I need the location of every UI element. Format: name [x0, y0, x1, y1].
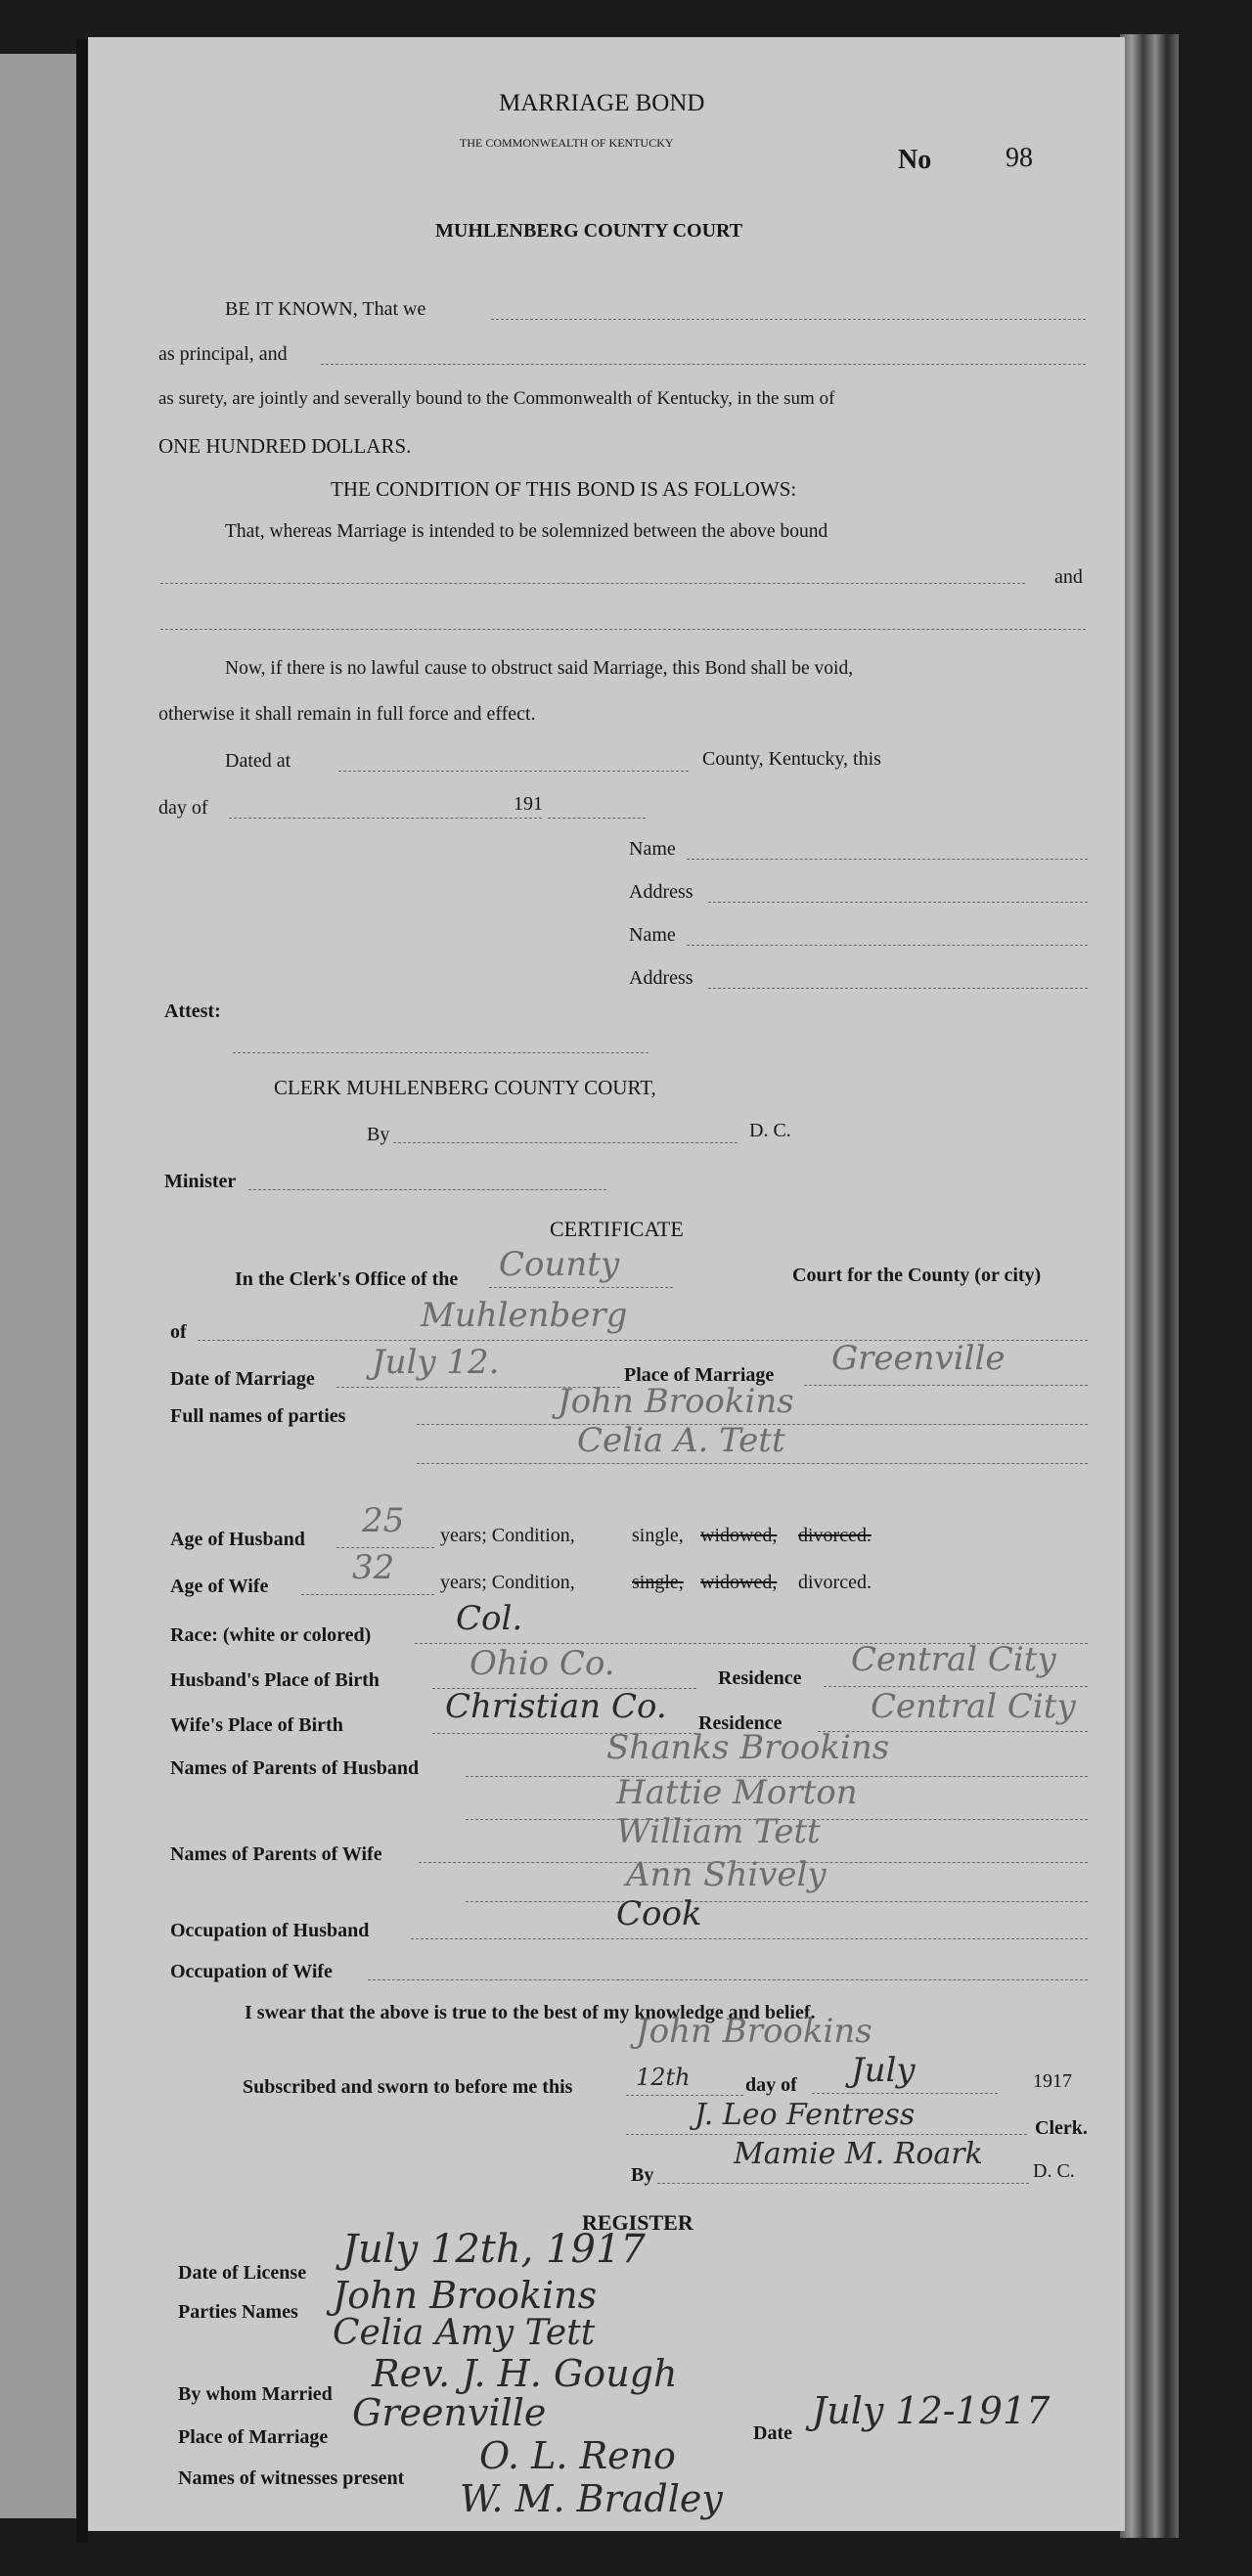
dated-at-line: [338, 771, 689, 772]
hw-father-wife: William Tett: [616, 1812, 821, 1851]
name-label-1: Name: [629, 838, 676, 860]
parties-names-label: Parties Names: [178, 2301, 298, 2323]
place-of-marriage-line: [804, 1385, 1088, 1386]
hw-father-husband: Shanks Brookins: [606, 1728, 890, 1767]
swear-text: I swear that the above is true to the best of my knowledge and belief.: [245, 2002, 816, 2023]
parents-husband-label: Names of Parents of Husband: [170, 1757, 420, 1779]
full-names-label: Full names of parties: [170, 1405, 346, 1427]
hw-deputy-name: Mamie M. Roark: [734, 2137, 983, 2171]
mother-wife-line: [466, 1901, 1088, 1902]
clerk-line: [626, 2134, 1027, 2135]
hw-clerk-name: J. Leo Fentress: [694, 2098, 916, 2132]
whereas-text: That, whereas Marriage is intended to be solemnized between the above bound: [225, 521, 828, 542]
dated-at-label: Dated at: [225, 750, 291, 772]
hw-license-date: July 12th, 1917: [342, 2227, 646, 2272]
and-text: and: [1054, 566, 1083, 588]
hw-reg-place: Greenville: [352, 2391, 547, 2434]
years-condition-h: years; Condition,: [440, 1525, 575, 1546]
day-of-label-cert: day of: [745, 2074, 797, 2096]
hw-muhlenberg: Muhlenberg: [421, 1296, 628, 1335]
date-of-marriage-label: Date of Marriage: [170, 1368, 315, 1390]
left-page-edge: [0, 54, 76, 2518]
parents-wife-label: Names of Parents of Wife: [170, 1843, 382, 1865]
age-wife-label: Age of Wife: [170, 1576, 269, 1597]
form-subtitle: THE COMMONWEALTH OF KENTUCKY: [460, 136, 674, 150]
certificate-heading: CERTIFICATE: [550, 1217, 684, 1241]
race-label: Race: (white or colored): [170, 1624, 372, 1646]
occupation-husband-label: Occupation of Husband: [170, 1920, 370, 1941]
place-of-marriage-label: Place of Marriage: [624, 1364, 775, 1386]
hw-race: Col.: [456, 1599, 523, 1638]
single-w: single,: [632, 1572, 684, 1593]
years-condition-w: years; Condition,: [440, 1572, 575, 1593]
minister-line: [248, 1189, 606, 1190]
hw-reg-date: July 12-1917: [812, 2389, 1051, 2432]
hw-witness2: W. M. Bradley: [460, 2477, 723, 2520]
now-if-text: Now, if there is no lawful cause to obstruct said Marriage, this Bond shall be void,: [225, 658, 854, 679]
place-label-reg: Place of Marriage: [178, 2426, 329, 2448]
hw-reg-party1: John Brookins: [333, 2274, 598, 2317]
register-heading: REGISTER: [582, 2210, 693, 2235]
hw-witness1: O. L. Reno: [479, 2434, 676, 2477]
sworn-day-line: [626, 2095, 743, 2096]
surety-line: [321, 364, 1086, 365]
address-line-1: [708, 902, 1088, 903]
court-for-county-text: Court for the County (or city): [792, 1265, 1042, 1286]
license-date-label: Date of License: [178, 2262, 307, 2284]
hw-date-marriage: July 12.: [372, 1343, 500, 1382]
party2-line: [417, 1463, 1088, 1464]
widowed-w: widowed,: [700, 1572, 778, 1593]
address-label-2: Address: [629, 967, 693, 989]
day-of-line: [229, 818, 542, 819]
address-line-2: [708, 988, 1088, 989]
dc-label: D. C.: [749, 1120, 791, 1141]
hw-party2: Celia A. Tett: [577, 1421, 785, 1460]
hw-place-marriage: Greenville: [831, 1339, 1006, 1378]
hw-sworn-day: 12th: [636, 2064, 691, 2091]
occupation-wife-label: Occupation of Wife: [170, 1961, 333, 1982]
by-line: [393, 1142, 738, 1143]
hw-sworn-month: July: [851, 2051, 916, 2090]
occupation-husband-line: [411, 1938, 1088, 1939]
divorced-w: divorced.: [798, 1572, 872, 1593]
single-h: single,: [632, 1525, 684, 1546]
name-line-1: [687, 859, 1088, 860]
marriage-bond-page: [88, 37, 1125, 2531]
day-of-label: day of: [158, 797, 208, 819]
number-label: No: [898, 145, 932, 175]
hw-wife-residence: Central City: [871, 1687, 1076, 1726]
age-husband-label: Age of Husband: [170, 1529, 305, 1550]
year-prefix: 191: [514, 793, 543, 815]
widowed-h: widowed,: [700, 1525, 778, 1546]
year-1917: 1917: [1033, 2070, 1072, 2092]
year-line: [548, 818, 646, 819]
court-name: MUHLENBERG COUNTY COURT: [435, 220, 743, 242]
hw-husband-residence: Central City: [851, 1640, 1056, 1679]
form-title: MARRIAGE BOND: [499, 90, 705, 116]
attest-label: Attest:: [164, 1000, 221, 1022]
divorced-h: divorced.: [798, 1525, 872, 1546]
residence-label-h: Residence: [718, 1667, 802, 1689]
hw-age-wife: 32: [352, 1548, 395, 1587]
principal-text: as principal, and: [158, 343, 288, 365]
page-stack-edge: [1120, 34, 1179, 2538]
deputy-line: [657, 2183, 1029, 2184]
of-label: of: [170, 1321, 187, 1343]
witnesses-label: Names of witnesses present: [178, 2467, 405, 2489]
date-label-reg: Date: [753, 2422, 792, 2444]
clerks-office-label: In the Clerk's Office of the: [235, 1268, 459, 1290]
hw-age-husband: 25: [362, 1501, 405, 1540]
hw-mother-wife: Ann Shively: [626, 1855, 827, 1894]
hw-mother-husband: Hattie Morton: [616, 1773, 858, 1812]
clerk-label: Clerk.: [1035, 2117, 1088, 2139]
hw-party1: John Brookins: [558, 1382, 794, 1421]
by-label: By: [367, 1124, 390, 1145]
principals-line: [491, 319, 1086, 320]
bound-party-line-2: [160, 629, 1086, 630]
husband-birth-label: Husband's Place of Birth: [170, 1669, 380, 1691]
by-label-cert: By: [631, 2164, 654, 2186]
by-whom-label: By whom Married: [178, 2383, 333, 2405]
subscribed-text: Subscribed and sworn to before me this: [243, 2076, 573, 2098]
bond-amount: ONE HUNDRED DOLLARS.: [158, 434, 412, 458]
condition-heading: THE CONDITION OF THIS BOND IS AS FOLLOWS:: [331, 477, 797, 501]
hw-reg-party2: Celia Amy Tett: [333, 2313, 596, 2353]
hw-occupation-husband: Cook: [616, 1894, 702, 1933]
residence-label-w: Residence: [698, 1712, 782, 1734]
bound-party-line-1: [160, 583, 1025, 584]
hw-minister: Rev. J. H. Gough: [372, 2352, 678, 2395]
county-ky-text: County, Kentucky, this: [702, 748, 881, 770]
minister-label: Minister: [164, 1171, 237, 1192]
address-label-1: Address: [629, 881, 693, 903]
bond-number: 98: [1006, 143, 1033, 173]
age-wife-line: [301, 1594, 434, 1595]
name-line-2: [687, 945, 1088, 946]
hw-wife-birth: Christian Co.: [445, 1687, 667, 1726]
attest-line: [233, 1052, 648, 1053]
hw-husband-birth: Ohio Co.: [470, 1644, 615, 1683]
court-type-line: [489, 1287, 673, 1288]
dc-label-cert: D. C.: [1033, 2160, 1075, 2182]
name-label-2: Name: [629, 924, 676, 946]
sworn-month-line: [812, 2093, 998, 2094]
book-binding: [76, 39, 88, 2543]
hw-signature: John Brookins: [636, 2012, 872, 2051]
otherwise-text: otherwise it shall remain in full force and effect.: [158, 703, 536, 725]
hw-county: County: [499, 1245, 620, 1284]
surety-text: as surety, are jointly and severally bound to the Commonwealth of Kentucky, in the sum of: [158, 388, 835, 409]
clerk-court-line: CLERK MUHLENBERG COUNTY COURT,: [274, 1076, 656, 1099]
occupation-wife-line: [368, 1979, 1088, 1980]
be-it-known-text: BE IT KNOWN, That we: [225, 298, 426, 320]
wife-birth-label: Wife's Place of Birth: [170, 1714, 343, 1736]
